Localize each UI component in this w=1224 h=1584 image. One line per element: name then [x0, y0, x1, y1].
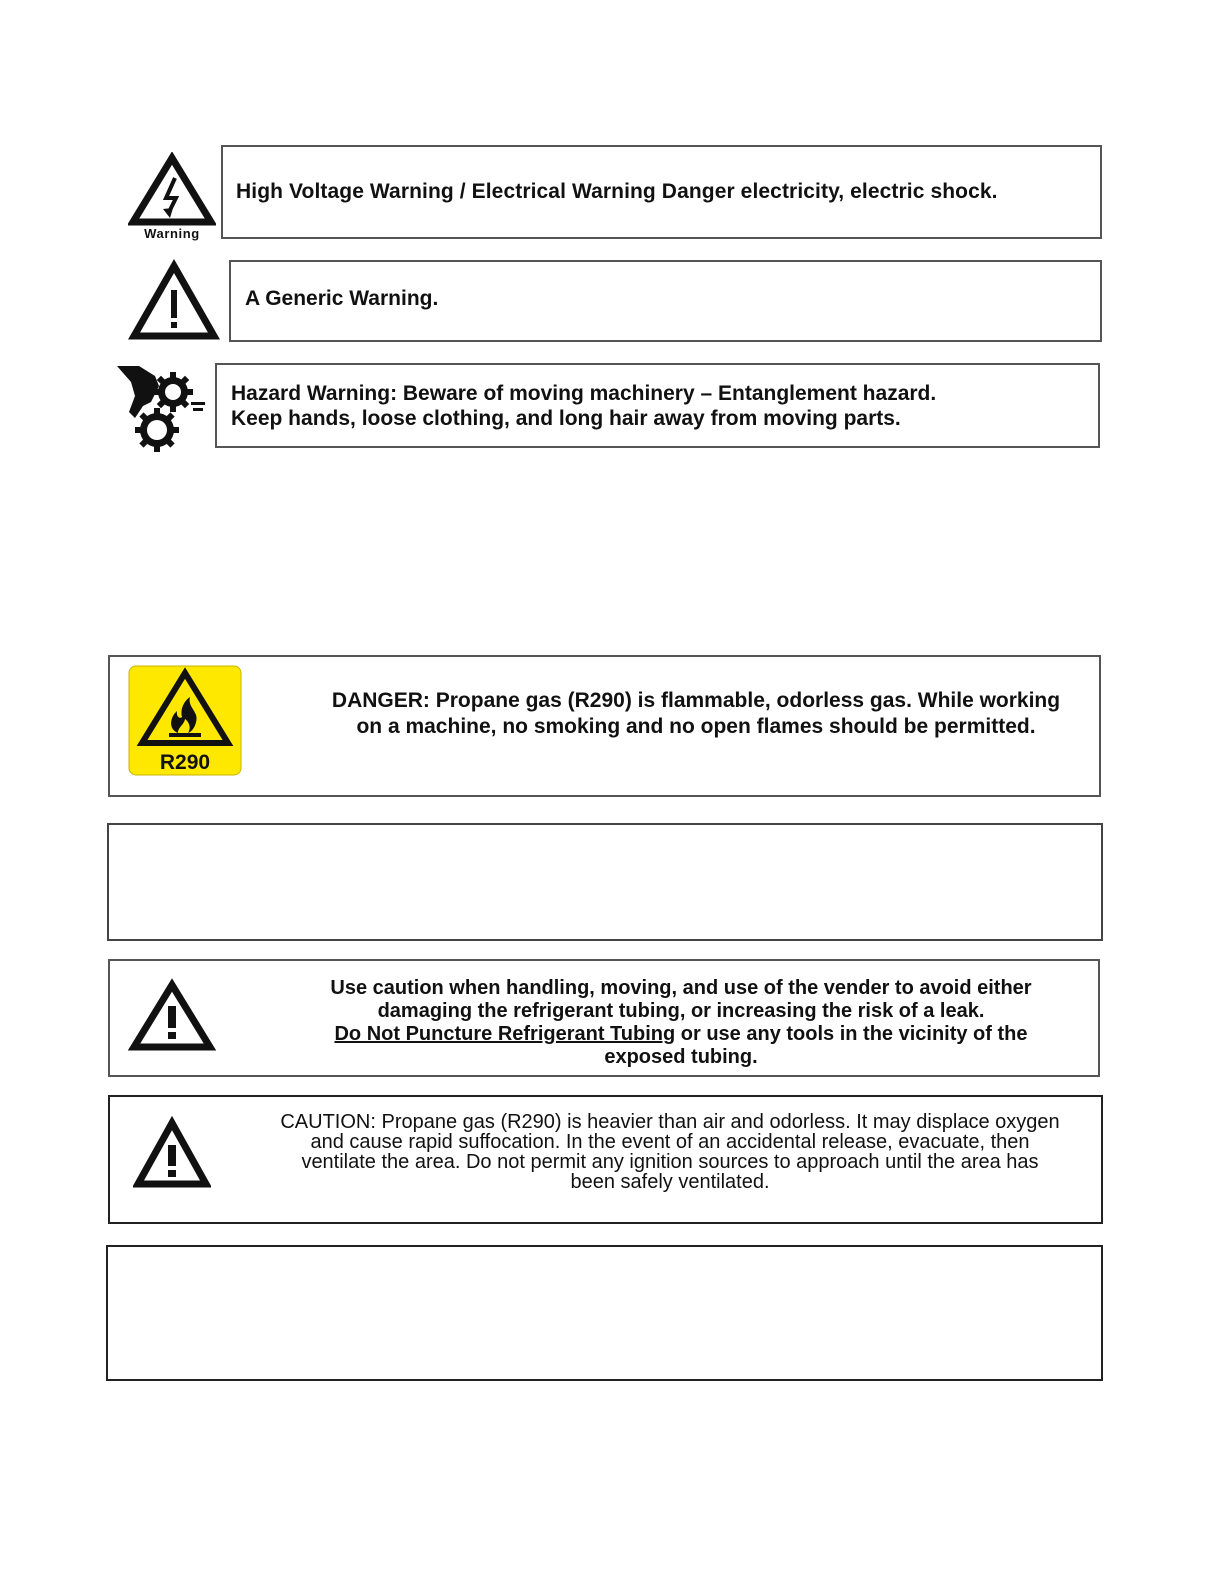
flammable-icon	[128, 665, 242, 776]
tubing-caution-text	[296, 977, 1066, 1069]
empty-box-1	[107, 823, 1103, 941]
exclamation-triangle-icon	[128, 978, 216, 1052]
propane-caution-text: CAUTION: Propane gas (R290) is heavier than air and odorless. It may displace oxygen and cause rapid suffocation. In the event of an accidental release, evacuate, then ventilate the area. Do not permit any ignition sources to approach until the area has been safely ventilated.	[280, 1111, 1060, 1193]
gear-entanglement-icon	[115, 362, 207, 452]
tubing-caution-intro: Use caution when handling, moving, and use of the vender to avoid either damaging the refrigerant tubing, or increasing the risk of a leak.	[330, 977, 1032, 1022]
exclamation-triangle-icon	[128, 258, 224, 342]
generic-warning-text: A Generic Warning.	[245, 287, 439, 310]
danger-label: DANGER	[331, 689, 423, 712]
high-voltage-icon	[128, 152, 216, 242]
entanglement-line-2: Keep hands, loose clothing, and long hair away from moving parts.	[231, 407, 901, 430]
r290-danger-text	[326, 688, 1066, 740]
r290-icon-label: R290	[159, 751, 211, 774]
tubing-caution-rest: or use any tools in the vicinity of the exposed tubing.	[604, 1023, 1028, 1068]
high-voltage-warning-text: High Voltage Warning / Electrical Warning Danger electricity, electric shock.	[236, 180, 998, 203]
entanglement-warning-text	[231, 381, 936, 431]
empty-box-2	[106, 1245, 1103, 1381]
danger-body: : Propane gas (R290) is flammable, odorless gas. While working on a machine, no smoking and no open flames should be permitted.	[356, 689, 1061, 738]
do-not-puncture-underlined: Do Not Puncture Refrigerant Tubing	[334, 1023, 676, 1045]
exclamation-triangle-icon	[133, 1116, 211, 1190]
warning-caption: Warning	[144, 226, 200, 241]
entanglement-line-1: Hazard Warning: Beware of moving machinery – Entanglement hazard.	[231, 382, 937, 405]
